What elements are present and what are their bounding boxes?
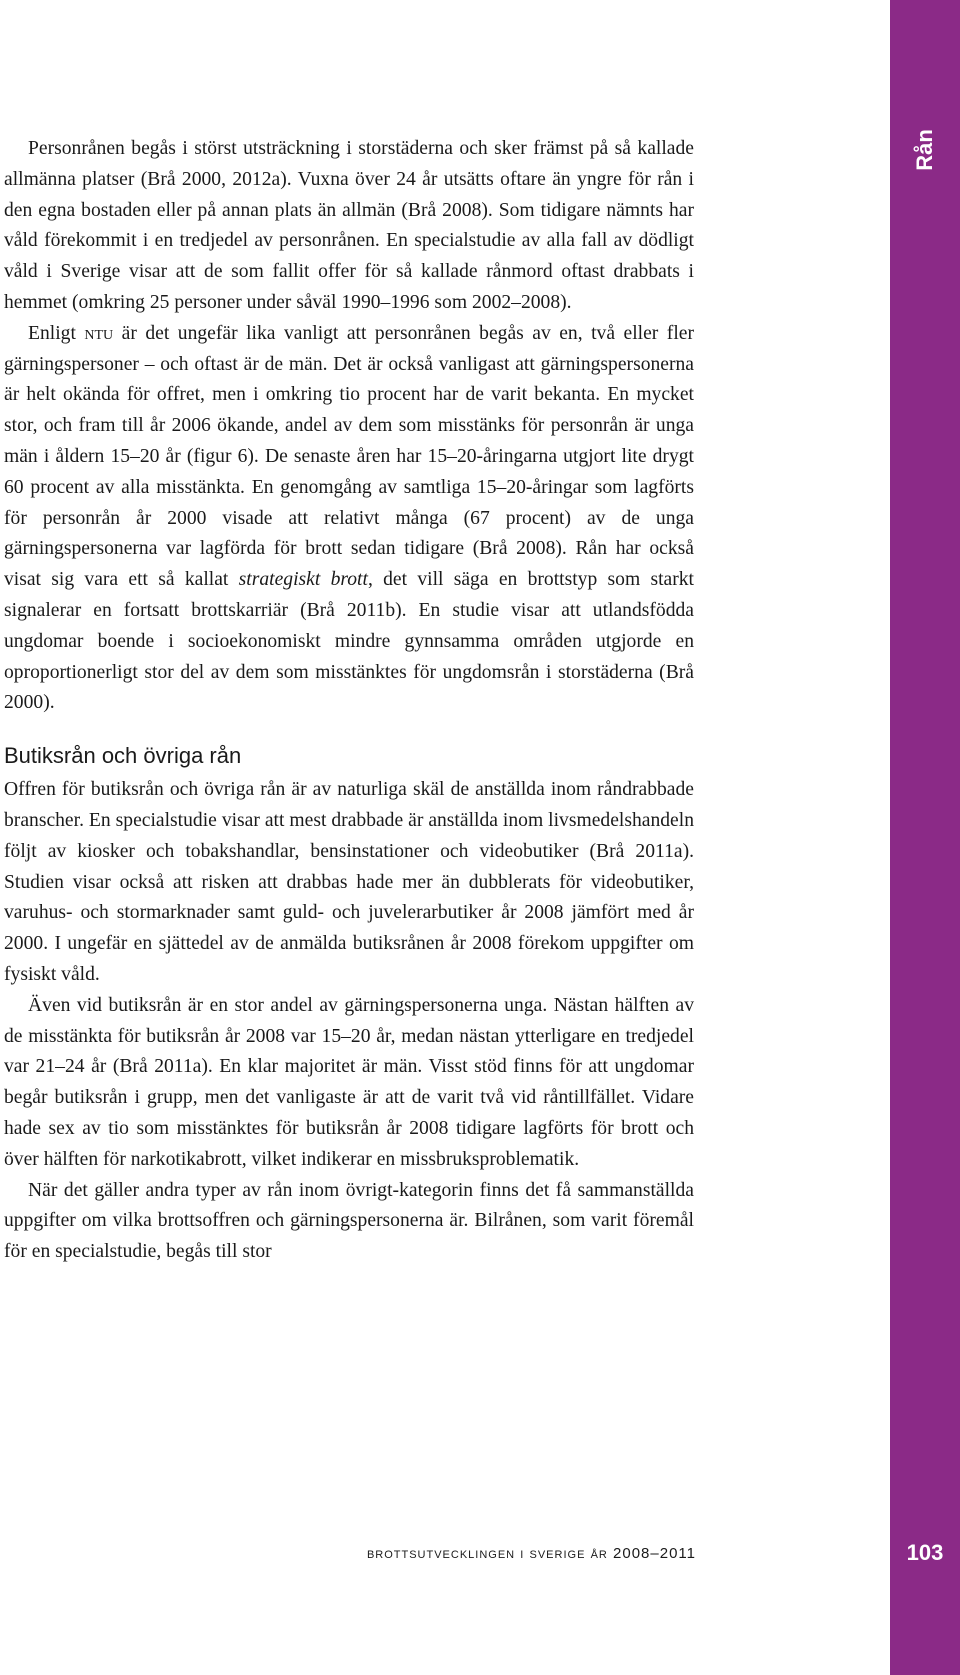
paragraph: Offren för butiksrån och övriga rån är av naturliga skäl de anställda inom råndrabbade branscher. En specialstudie visar att mest drabbade är anställda inom livsmedelshandeln följt av kiosker och tobakshandlar, bensinstationer och videobutiker (Brå 2011a). Studien visar också att risken att drabbas hade mer än dubblerats för videobutiker, varuhus- och stormarknader samt guld- och juvelerarbutiker år 2008 jämfört med år 2000. I ungefär en sjättedel av de anmälda butiksrånen år 2008 förekom uppgifter om fysiskt våld. — [4, 779, 694, 985]
text-run: Enligt — [28, 322, 85, 344]
body-text — [4, 134, 694, 1268]
page-number: 103 — [906, 1540, 944, 1565]
side-tab — [890, 0, 960, 1675]
paragraph: Personrånen begås i störst utsträckning i storstäderna och sker främst på så kallade allmänna platser (Brå 2000, 2012a). Vuxna över 24 år utsätts oftare än yngre för rån i den egna bostaden eller på annan plats än allmän (Brå 2008). Som tidigare nämnts har våld förekommit i en tredjedel av personrånen. En specialstudie av alla fall av dödligt våld i Sverige visar att de som fallit offer för så kallade rånmord oftast drabbats i hemmet (omkring 25 personer under såväl 1990–1996 som 2002–2008). — [4, 138, 694, 313]
emphasis: strategiskt brott — [238, 569, 368, 591]
abbreviation: ntu — [84, 322, 114, 344]
text-run: är det ungefär lika vanligt att personrånen begås av en, två eller fler gärningspersoner – och oftast är de män. Det är också vanligast att gärningspersonerna är helt okända för offret, men i omkring tio procent har de varit bekanta. En mycket stor, och fram till år 2006 ökande, andel av dem som misstänks för personrån är unga män i åldern 15–20 år (figur 6). De senaste åren har 15–20-åringarna utgjort lite drygt 60 procent av alla misstänkta. En genomgång av samtliga 15–20-åringar som lagförts för personrån år 2000 visade att relativt många (67 procent) av de unga gärningspersonerna var lagförda för brott sedan tidigare (Brå 2008). Rån har också visat sig vara ett så kallat — [4, 322, 694, 591]
paragraph — [4, 319, 694, 719]
side-tab-label: Rån — [912, 129, 937, 171]
text-run: , det vill säga en brottstyp som starkt signalerar en fortsatt brottskarriär (Brå 2011b). En studie visar att utlandsfödda ungdomar boende i socioekonomiskt mindre gynnsamma områden utgjorde en oproportionerligt stor del av dem som misstänktes för ungdomsrån i storstäderna (Brå 2000). — [4, 569, 694, 714]
paragraph: Även vid butiksrån är en stor andel av gärningspersonerna unga. Nästan hälften av de misstänkta för butiksrån år 2008 var 15–20 år, medan nästan ytterligare en tredjedel var 21–24 år (Brå 2011a). En klar majoritet är män. Visst stöd finns för att ungdomar begår butiksrån i grupp, men det vanligaste är att de varit två vid råntillfället. Vidare hade sex av tio som misstänktes för butiksrån år 2008 tidigare lagförts för brott och över hälften för narkotikabrott, vilket indikerar en missbruksproblematik. — [4, 994, 694, 1170]
section-heading: Butiksrån och övriga rån — [4, 743, 242, 769]
running-footer: brottsutvecklingen i sverige år 2008–2011 — [366, 1545, 696, 1562]
paragraph: När det gäller andra typer av rån inom övrigt-kategorin finns det få sammanställda uppgifter om vilka brottsoffren och gärningspersonerna är. Bilrånen, som varit föremål för en specialstudie, begås till stor — [4, 1179, 694, 1263]
